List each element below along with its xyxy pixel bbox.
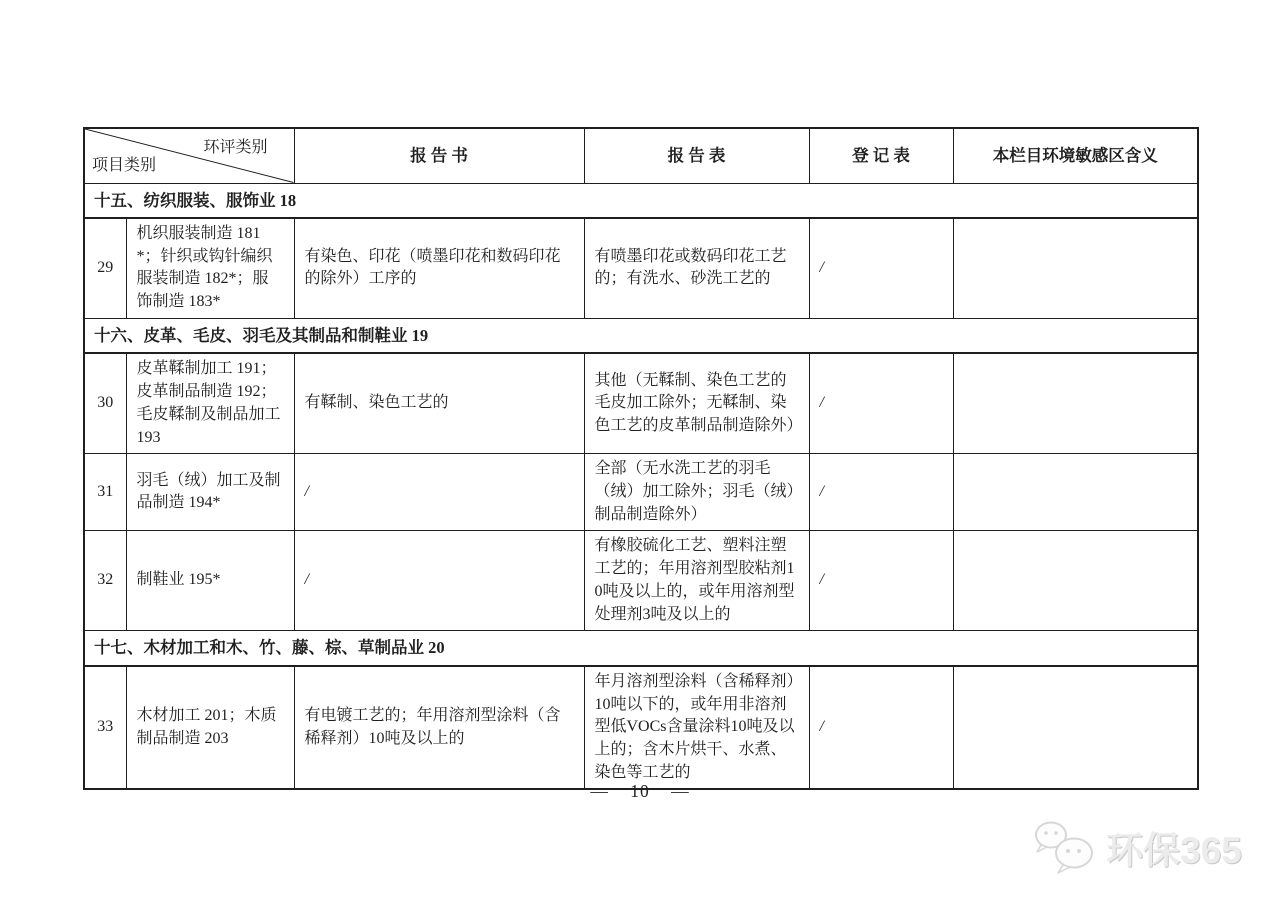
header-label-project-category: 项目类别 (92, 156, 157, 174)
cell-report-form: 有橡胶硫化工艺、塑料注塑工艺的；年用溶剂型胶粘剂10吨及以上的，或年用溶剂型处理剂3吨及以上的 (584, 531, 809, 631)
cell-report-book: 有电镀工艺的；年用溶剂型涂料（含稀释剂）10吨及以上的 (294, 666, 584, 790)
cell-sensitive-area-meaning (953, 454, 1198, 531)
column-header-report-form: 报 告 表 (584, 128, 809, 183)
cell-sensitive-area-meaning (953, 353, 1198, 453)
cell-registration-form: / (809, 454, 953, 531)
cell-project-category: 机织服装制造 181*；针织或钩针编织服装制造 182*；服饰制造 183* (126, 218, 294, 318)
row-number: 33 (84, 666, 126, 790)
section-row-15 (84, 183, 1198, 218)
cell-sensitive-area-meaning (953, 218, 1198, 318)
cell-report-form: 有喷墨印花或数码印花工艺的；有洗水、砂洗工艺的 (584, 218, 809, 318)
section-row-17 (84, 631, 1198, 666)
cell-report-form: 全部（无水洗工艺的羽毛（绒）加工除外；羽毛（绒）制品制造除外） (584, 454, 809, 531)
cell-sensitive-area-meaning (953, 666, 1198, 790)
row-number: 31 (84, 454, 126, 531)
cell-report-book: / (294, 531, 584, 631)
row-number: 32 (84, 531, 126, 631)
cell-registration-form: / (809, 353, 953, 453)
brand-watermark (1032, 818, 1242, 876)
cell-registration-form: / (809, 666, 953, 790)
table-row-29 (84, 218, 1198, 318)
column-header-sensitive-area-meaning: 本栏目环境敏感区含义 (953, 128, 1198, 183)
section-title: 十六、皮革、毛皮、羽毛及其制品和制鞋业 19 (84, 318, 1198, 353)
cell-report-book: 有鞣制、染色工艺的 (294, 353, 584, 453)
brand-watermark-text: 环保365 (1106, 830, 1242, 871)
section-title: 十五、纺织服装、服饰业 18 (84, 183, 1198, 218)
cell-report-book: / (294, 454, 584, 531)
cell-project-category: 羽毛（绒）加工及制品制造 194* (126, 454, 294, 531)
cell-project-category: 制鞋业 195* (126, 531, 294, 631)
cell-project-category: 木材加工 201；木质制品制造 203 (126, 666, 294, 790)
header-label-eia-category: 环评类别 (203, 139, 268, 156)
section-row-16 (84, 318, 1198, 353)
page-number: — 10 — (590, 781, 690, 801)
section-title: 十七、木材加工和木、竹、藤、棕、草制品业 20 (84, 631, 1198, 666)
column-header-registration-form: 登 记 表 (809, 128, 953, 183)
cell-sensitive-area-meaning (953, 531, 1198, 631)
wechat-bubbles-icon (1032, 818, 1100, 876)
cell-report-form: 其他（无鞣制、染色工艺的毛皮加工除外；无鞣制、染色工艺的皮革制品制造除外） (584, 353, 809, 453)
cell-registration-form: / (809, 218, 953, 318)
cell-report-form: 年月溶剂型涂料（含稀释剂）10吨以下的，或年用非溶剂型低VOCs含量涂料10吨及以上的；含木片烘干、水煮、染色等工艺的 (584, 666, 809, 790)
table-header-row (84, 128, 1198, 183)
table-row-31 (84, 454, 1198, 531)
column-header-report-book: 报 告 书 (294, 128, 584, 183)
cell-project-category: 皮革鞣制加工 191；皮革制品制造 192；毛皮鞣制及制品加工 193 (126, 353, 294, 453)
eia-classification-table (83, 127, 1199, 790)
row-number: 29 (84, 218, 126, 318)
table-row-32 (84, 531, 1198, 631)
cell-registration-form: / (809, 531, 953, 631)
diagonal-header-cell (84, 128, 294, 183)
table-row-33 (84, 666, 1198, 790)
cell-report-book: 有染色、印花（喷墨印花和数码印花的除外）工序的 (294, 218, 584, 318)
row-number: 30 (84, 353, 126, 453)
table-row-30 (84, 353, 1198, 453)
